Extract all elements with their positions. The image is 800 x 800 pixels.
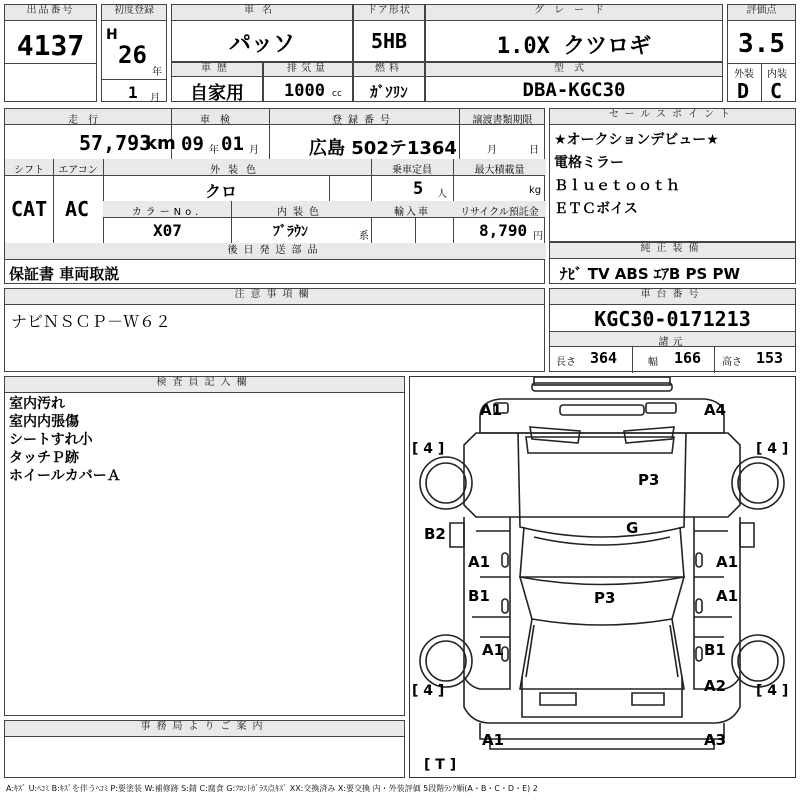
- inspector-lines: [9, 395, 121, 485]
- history: 自家用: [190, 83, 244, 104]
- tire-front-right: [ 4 ]: [756, 441, 789, 457]
- mark-hood: P3: [638, 471, 660, 489]
- car-name: パッソ: [228, 32, 295, 57]
- door-type: 5HB: [370, 29, 408, 53]
- first-registration-label: 初度登録: [102, 5, 166, 21]
- transfer-day: 日: [529, 145, 539, 156]
- inspector-line: シートすれ小: [9, 432, 93, 448]
- color-number-label: カラーNo.: [131, 207, 203, 218]
- mark-front-left: A1: [480, 401, 503, 419]
- length: 364: [590, 349, 618, 367]
- car-name-box: [171, 4, 353, 62]
- displacement-unit: cc: [332, 89, 342, 99]
- plate-number: 広島 502テ1364: [309, 138, 457, 159]
- length-label: 長さ: [556, 357, 576, 368]
- sales-point: ＥＴＣボイス: [554, 201, 638, 217]
- score: 3.5: [738, 29, 785, 59]
- transfer-label: 譲渡書類期限: [472, 115, 533, 126]
- shift: CAT: [11, 197, 48, 221]
- inspection-label: 車検: [200, 115, 240, 126]
- ext-grade: D: [737, 79, 750, 103]
- color-label: 外装色: [210, 165, 264, 176]
- mark-rear-right: A2: [704, 677, 727, 695]
- inspector-line: 室内汚れ: [9, 396, 65, 412]
- recycle-label: リサイクル預託金: [460, 207, 539, 218]
- ext-grade-label: 外装: [734, 69, 754, 80]
- exterior-color: クロ: [205, 182, 238, 201]
- model-box: [425, 62, 723, 102]
- car-name-label: 車名: [172, 5, 352, 21]
- inspection-month: 01: [221, 133, 244, 155]
- color-number: X07: [153, 221, 182, 240]
- recycle-unit: 円: [533, 231, 543, 242]
- sales-points-box: [549, 108, 796, 242]
- mileage: 57,793: [79, 131, 152, 155]
- inspector-line: タッチＰ跡: [9, 450, 79, 466]
- spare-tire: [ T ]: [424, 757, 457, 773]
- tire-front-left: [ 4 ]: [412, 441, 445, 457]
- registration-year: 26: [118, 41, 147, 69]
- width: 166: [674, 349, 702, 367]
- later-parts: 保証書 車両取説: [9, 265, 120, 283]
- vehicle-details-box: [4, 108, 545, 284]
- door-box: [353, 4, 425, 62]
- history-label: 車歴: [172, 63, 262, 77]
- office-label: 事務局よりご案内: [5, 721, 404, 737]
- sales-points-list: [554, 129, 719, 221]
- mark-left-fender: B2: [424, 525, 446, 543]
- door-label: ドア形状: [354, 5, 424, 21]
- model-label: 型式: [426, 63, 722, 77]
- notes-box: [4, 288, 545, 372]
- mark-left-front-door: A1: [468, 553, 491, 571]
- car-diagram: [409, 376, 796, 778]
- sales-point: Ｂｌｕｅｔｏｏｔｈ: [554, 178, 680, 194]
- import-label: 輸入車: [394, 207, 430, 218]
- lot-number: 4137: [16, 29, 85, 62]
- displacement-box: [263, 62, 353, 102]
- inspector-box: [4, 376, 405, 716]
- height-label: 高さ: [722, 357, 742, 368]
- car-outline-diagram: [410, 377, 795, 777]
- equipment-box: [549, 242, 796, 284]
- mark-rear-bumper-right: A3: [704, 731, 727, 749]
- inspection-year: 09: [181, 133, 204, 155]
- chassis-box: [549, 288, 796, 372]
- equipment-items: ﾅﾋﾞ TV ABS ｴｱB PS PW: [560, 265, 741, 283]
- inspector-line: 室内内張傷: [9, 414, 79, 430]
- later-parts-label: 後日発送部品: [5, 243, 546, 259]
- inspector-label: 検査員記入欄: [5, 377, 404, 393]
- fuel-label: 燃料: [354, 63, 424, 77]
- capacity: 5: [413, 179, 424, 199]
- score-label: 評価点: [728, 5, 795, 21]
- mark-left-rear-door: B1: [468, 587, 490, 605]
- mileage-label: 走行: [68, 115, 108, 126]
- capacity-unit: 人: [437, 189, 447, 200]
- fuel-box: [353, 62, 425, 102]
- inspector-line: ホイールカバーＡ: [9, 468, 121, 484]
- grade: 1.0X クツロギ: [496, 34, 652, 59]
- score-box: [727, 4, 796, 102]
- int-grade: C: [770, 79, 783, 103]
- int-grade-label: 内装: [767, 69, 787, 80]
- capacity-label: 乗車定員: [392, 165, 432, 176]
- load-unit: kg: [529, 185, 542, 196]
- mileage-unit: km: [145, 133, 176, 154]
- mark-windshield: G: [626, 519, 639, 537]
- grade-box: [425, 4, 723, 62]
- ac: AC: [65, 197, 90, 221]
- model: DBA-KGC30: [522, 79, 626, 101]
- lot-number-box: [4, 4, 97, 102]
- first-registration-box: [101, 4, 167, 102]
- chassis-number: KGC30-0171213: [594, 307, 751, 331]
- mark-roof: P3: [594, 589, 616, 607]
- load-label: 最大積載量: [474, 165, 525, 176]
- ac-label: エアコン: [58, 165, 98, 176]
- legend: A:ｷｽﾞ U:ﾍｺﾐ B:ｷｽﾞを伴うﾍｺﾐ P:要塗装 W:補修跡 S:錆 C:腐食 G:ﾌﾛﾝﾄｶﾞﾗｽ点ｷｽﾞ XX:交換済み X:要交換 内・外装評価 5段階ﾗﾝｸ順(A・B・C・D・E) 2: [6, 784, 538, 793]
- month-unit: 月: [150, 93, 160, 104]
- plate-label: 登録番号: [332, 115, 396, 126]
- inspection-year-unit: 年: [209, 145, 219, 156]
- office-box: [4, 720, 405, 778]
- mark-right-rear-door: A1: [716, 587, 739, 605]
- sales-point: ★オークションデビュー★: [554, 132, 719, 148]
- interior-color-label: 内装色: [277, 207, 325, 218]
- mark-right-front-door: A1: [716, 553, 739, 571]
- mark-front-right: A4: [704, 401, 727, 419]
- grade-label: グレード: [426, 5, 722, 21]
- shift-label: シフト: [14, 165, 44, 176]
- mark-left-quarter: A1: [482, 641, 505, 659]
- interior-color: ﾌﾞﾗｳﾝ: [273, 224, 308, 240]
- recycle-fee: 8,790: [479, 221, 528, 240]
- inspection-month-unit: 月: [249, 145, 259, 156]
- spec-label: 諸元: [658, 337, 687, 348]
- mark-right-quarter: B1: [704, 641, 726, 659]
- tire-rear-left: [ 4 ]: [412, 683, 445, 699]
- transfer-month: 月: [487, 145, 497, 156]
- lot-number-label: 出品番号: [5, 5, 96, 21]
- tire-rear-right: [ 4 ]: [756, 683, 789, 699]
- era-mark: H: [106, 27, 118, 43]
- fuel: ｶﾞｿﾘﾝ: [370, 83, 408, 101]
- chassis-label: 車台番号: [550, 289, 795, 305]
- displacement: 1000: [284, 81, 325, 101]
- sales-point: 電格ミラー: [554, 155, 624, 171]
- interior-suffix: 系: [359, 231, 369, 242]
- width-label: 幅: [648, 357, 658, 368]
- mark-rear-bumper-left: A1: [482, 731, 505, 749]
- sales-points-label: セールスポイント: [550, 109, 795, 125]
- notes-text: ナビＮＳＣＰ－Ｗ６２: [11, 312, 172, 331]
- year-unit: 年: [152, 67, 162, 78]
- history-box: [171, 62, 263, 102]
- equipment-label: 純正装備: [550, 243, 795, 259]
- registration-month: 1: [128, 83, 138, 102]
- notes-label: 注意事項欄: [5, 289, 544, 305]
- height: 153: [756, 349, 784, 367]
- displacement-label: 排気量: [264, 63, 352, 77]
